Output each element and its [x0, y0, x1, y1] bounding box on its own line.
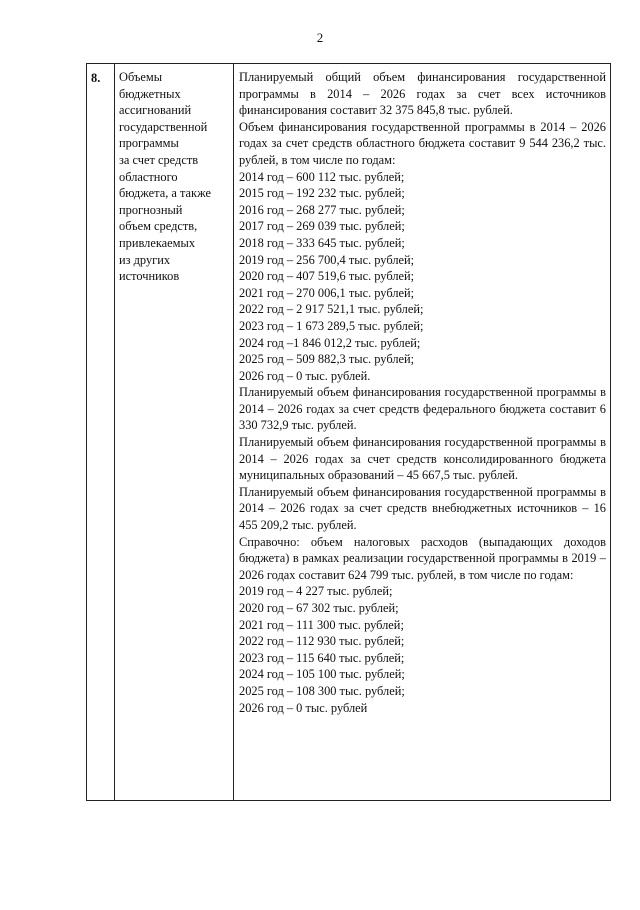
tax-year-line: 2025 год – 108 300 тыс. рублей;	[239, 683, 405, 698]
regional-year-line: 2014 год – 600 112 тыс. рублей;	[239, 169, 405, 184]
label-line: источников	[119, 269, 180, 284]
regional-year-line: 2016 год – 268 277 тыс. рублей;	[239, 202, 405, 217]
row-number: 8.	[91, 71, 101, 85]
regional-year-line: 2021 год – 270 006,1 тыс. рублей;	[239, 285, 415, 300]
label-line: программы	[119, 136, 179, 151]
municipal-funding-paragraph: Планируемый объем финансирования государственной программы в 2014 – 2026 годах за счет средств консолидированного бюджета муниципальных образований – 45 667,5 тыс. рублей.	[239, 435, 606, 483]
row-number-cell	[87, 64, 115, 800]
row-content	[234, 64, 610, 716]
regional-year-line: 2026 год – 0 тыс. рублей.	[239, 368, 371, 383]
row-label-cell	[115, 64, 234, 800]
row-content-cell	[234, 64, 610, 800]
tax-year-line: 2024 год – 105 100 тыс. рублей;	[239, 667, 405, 682]
label-line: Объемы	[119, 70, 163, 84]
regional-year-line: 2020 год – 407 519,6 тыс. рублей;	[239, 269, 415, 284]
regional-year-line: 2015 год – 192 232 тыс. рублей;	[239, 186, 405, 201]
tax-year-line: 2019 год – 4 227 тыс. рублей;	[239, 584, 393, 599]
label-line: привлекаемых	[119, 235, 196, 250]
label-line: прогнозный	[119, 202, 183, 217]
label-line: из других	[119, 252, 171, 267]
tax-year-line: 2020 год – 67 302 тыс. рублей;	[239, 601, 399, 615]
regional-funding-paragraph: Объем финансирования государственной программы в 2014 – 2026 годах за счет средств областного бюджета составит 9 544 236,2 тыс. рублей, в том числе по годам:	[239, 119, 606, 167]
extrabudgetary-funding-paragraph: Планируемый объем финансирования государственной программы в 2014 – 2026 годах за счет средств внебюджетных источников – 16 455 209,2 тыс. рублей.	[239, 484, 606, 533]
label-line: за счет средств	[119, 152, 199, 167]
tax-expenditure-paragraph: Справочно: объем налоговых расходов (выпадающих доходов бюджета) в рамках реализации государственной программы в 2019 – 2026 годах составит 624 799 тыс. рублей, в том числе по годам:	[239, 534, 606, 582]
tax-year-line: 2022 год – 112 930 тыс. рублей;	[239, 634, 405, 649]
label-line: бюджета, а также	[119, 186, 211, 201]
tax-year-line: 2021 год – 111 300 тыс. рублей;	[239, 617, 404, 632]
tax-year-line: 2023 год – 115 640 тыс. рублей;	[239, 650, 405, 665]
label-line: объем средств,	[119, 219, 198, 234]
regional-year-line: 2018 год – 333 645 тыс. рублей;	[239, 235, 405, 250]
regional-year-line: 2019 год – 256 700,4 тыс. рублей;	[239, 252, 415, 267]
page-number: 2	[316, 30, 324, 45]
tax-year-line: 2026 год – 0 тыс. рублей	[239, 700, 368, 715]
regional-year-line: 2025 год – 509 882,3 тыс. рублей;	[239, 352, 415, 367]
row-label	[115, 64, 233, 285]
label-line: бюджетных	[119, 86, 181, 101]
regional-year-line: 2022 год – 2 917 521,1 тыс. рублей;	[239, 302, 424, 317]
federal-funding-paragraph: Планируемый объем финансирования государственной программы в 2014 – 2026 годах за счет средств федерального бюджета составит 6 330 732,9 тыс. рублей.	[239, 385, 606, 433]
label-line: государственной	[119, 119, 208, 134]
funding-table	[86, 63, 611, 801]
regional-year-line: 2024 год –1 846 012,2 тыс. рублей;	[239, 335, 421, 350]
label-line: областного	[119, 169, 178, 184]
total-funding-paragraph: Планируемый общий объем финансирования государственной программы в 2014 – 2026 годах за счет всех источников финансирования составит 32 375 845,8 тыс. рублей.	[239, 70, 606, 118]
regional-year-line: 2017 год – 269 039 тыс. рублей;	[239, 219, 405, 234]
label-line: ассигнований	[119, 103, 192, 118]
regional-year-line: 2023 год – 1 673 289,5 тыс. рублей;	[239, 318, 424, 333]
